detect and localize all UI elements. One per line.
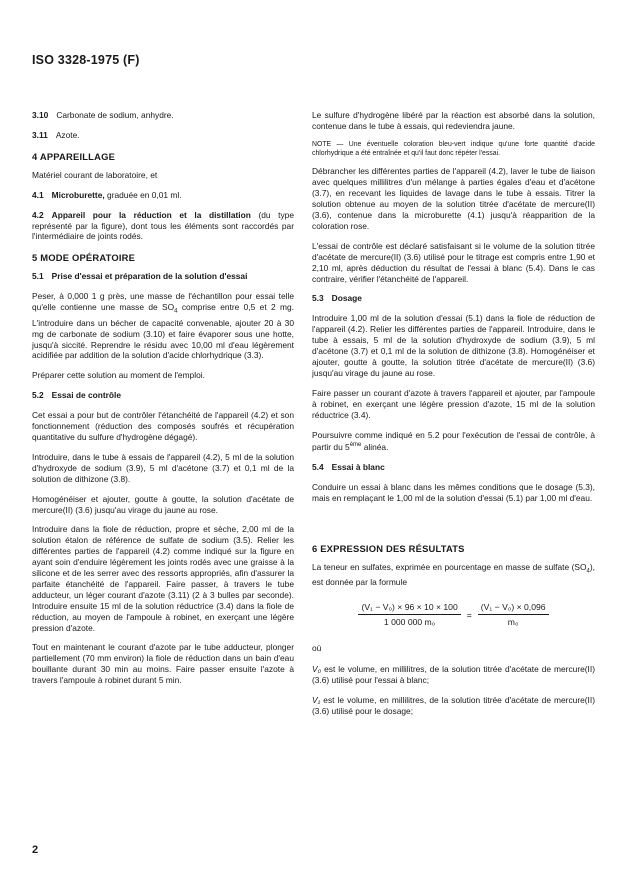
section-5-3-title	[312, 293, 595, 304]
paragraph-5-2-5: Tout en maintenant le courant d'azote par le tube adducteur, plonger partiellement (70 mm environ) la fiole de réduction dans un bain d'eau bouillante durant 30 min au moins. Faire passer ensuite l'azote à travers l'ampoule à robinet durant 5 min.	[32, 642, 294, 686]
section-text: graduée en 0,01 ml.	[104, 189, 182, 200]
section-number: 5.4	[312, 462, 324, 473]
appareillage-intro: Matériel courant de laboratoire, et	[32, 169, 158, 180]
section-number: 4.2	[32, 209, 44, 220]
paragraph-satisfaisant: L'essai de contrôle est déclaré satisfaisant si le volume de la solution titrée d'acétate de mercure(II) (3.6) utilisé pour le titrage est compris entre 1,90 et 2,10 ml, après déduction du résultat de l'essai à blanc (5.4). Dans le cas contraire, vérifier l'étanchéité de l'appareil.	[312, 240, 595, 284]
section-title: Microburette,	[51, 189, 105, 200]
section-4-1	[32, 190, 294, 201]
paragraph-5-1-2: Préparer cette solution au moment de l'emploi.	[32, 370, 205, 381]
paragraph-5-2-4: Introduire dans la fiole de réduction, propre et sèche, 2,00 ml de la solution étalon de référence de sulfate de sodium (3.5). Relier les différentes parties de l'appareil (4.2) comme indiqué sur la figure en ayant soin d'enduire légèrement les joints rodés avec une graisse à la silicone et de les serrer avec des ressorts appropriés, afin d'assurer la parfaite étanchéité de l'appareil. Faire passer, à travers le tube adducteur, un léger courant d'azote (3.11) (2 à 3 bulles par seconde). Introduire ensuite 15 ml de la solution réductrice (3.4) dans la fiole de réduction, au moyen de l'ampoule à robinet, en exerçant une légère pression d'azote.	[32, 524, 294, 633]
paragraph-5-1-1: Peser, à 0,000 1 g près, une masse de l'échantillon pour essai telle qu'elle contienne une masse de $SO_4$ comprise entre 0,5 et 2 mg. L'introduire dans un bécher de capacité convenable, ajouter 20 à 30 mg de carbonate de sodium (3.10) et faire évaporer sous une hotte, jusqu'à siccité. Reprendre le résidu avec 10,00 ml d'eau légèrement acidifiée par addition de la solution d'acide chlorhydrique (3.3).	[32, 291, 294, 361]
definition-v1: V₁ est le volume, en millilitres, de la solution titrée d'acétate de mercure(II) (3.6) utilisé pour le dosage;	[312, 695, 595, 716]
section-5-4-title	[312, 462, 595, 473]
formula-numerator: (V₁ − V₀) × 96 × 10 × 100	[358, 602, 460, 615]
symbol-v0: V₀	[312, 664, 322, 675]
section-title: Dosage	[331, 293, 362, 304]
paragraph-5-3-3: Poursuivre comme indiqué en 5.2 pour l'exécution de l'essai de contrôle, à partir du 5ème alinéa.	[312, 429, 595, 453]
heading-appareillage: 4 APPAREILLAGE	[32, 150, 116, 162]
section-number: 3.11	[32, 129, 48, 140]
section-number: 3.10	[32, 110, 49, 120]
ou-label: où	[312, 643, 322, 654]
document-header: ISO 3328-1975 (F)	[32, 53, 140, 67]
variable-definitions	[312, 664, 595, 717]
section-title: Prise d'essai et préparation de la solution d'essai	[51, 271, 248, 282]
formula-equals: =	[466, 609, 472, 620]
section-number: 5.1	[32, 271, 44, 282]
definition-v0: V₀ est le volume, en millilitres, de la solution titrée d'acétate de mercure(II) (3.6) utilisé pour l'essai à blanc;	[312, 664, 595, 686]
paragraph-5-2-1: Cet essai a pour but de contrôler l'étanchéité de l'appareil (4.2) et son fonctionnement (réduction des composés soufrés et récupération quantitative du sulfure d'hydrogène dégagé).	[32, 410, 294, 442]
formula-denominator: 1 000 000 m₀	[383, 617, 436, 628]
section-title: Essai à blanc	[331, 462, 385, 473]
paragraph-5-3-2: Faire passer un courant d'azote à travers l'appareil et ajouter, par l'ampoule à robinet, en exerçant une légère pression d'azote, 15 ml de la solution réductrice (3.4).	[312, 387, 595, 420]
formula-fraction-left	[358, 602, 460, 627]
section-3-10	[32, 110, 294, 121]
paragraph-5-2-3: Homogénéiser et ajouter, goutte à goutte, la solution d'acétate de mercure(II) (3.6) jusqu'au virage du jaune au rose.	[32, 493, 294, 515]
section-text: Azote.	[55, 129, 80, 140]
paragraph-5-2-2: Introduire, dans le tube à essais de l'appareil (4.2), 5 ml de la solution d'hydroxyde de sodium (3.9), 5 ml d'acétone (3.7) et 0,1 ml de la solution de dithizone (3.8).	[32, 451, 294, 484]
section-number: 4.1	[32, 189, 44, 200]
heading-mode-operatoire: 5 MODE OPÉRATOIRE	[32, 252, 136, 264]
formula-numerator: (V₁ − V₀) × 0,096	[478, 602, 549, 615]
section-5-2-title	[32, 390, 294, 401]
section-number: 5.2	[32, 390, 44, 401]
paragraph-6-1: La teneur en sulfates, exprimée en pourcentage en masse de sulfate $(SO_4)$, est donnée par la formule	[312, 561, 595, 588]
formula-fraction-right	[478, 602, 549, 627]
note: NOTE — Une éventuelle coloration bleu-vert indique qu'une forte quantité d'acide chlorhydrique a été entraînée et qu'il faut donc répéter l'essai.	[312, 140, 595, 157]
paragraph-debrancher: Débrancher les différentes parties de l'appareil (4.2), laver le tube de liaison avec quelques millilitres d'un mélange à parties égales d'eau et d'acétone (3.7), en recevant les liquides de lavage dans le tube à essais. Titrer la solution obtenue au moyen de la solution titrée d'acétate de mercure(II) (3.6), contenue dans la microburette (4.1) jusqu'à réapparition de la coloration rose.	[312, 166, 595, 231]
section-title: Appareil pour la réduction et la distillation	[51, 209, 251, 220]
section-text: (du type représenté par la figure), dont tous les éléments sont raccordés par l'intermédiaire de joints rodés.	[32, 209, 294, 242]
section-3-11	[32, 130, 294, 141]
section-title: Essai de contrôle	[51, 390, 122, 401]
formula-denominator: m₀	[507, 617, 519, 628]
section-text: Carbonate de sodium, anhydre.	[56, 110, 174, 120]
sulfate-formula	[312, 602, 595, 627]
section-number: 5.3	[312, 293, 324, 304]
section-5-1-title	[32, 271, 294, 282]
symbol-v1: V₁	[312, 695, 321, 706]
section-4-2	[32, 210, 294, 243]
paragraph-5-4-1: Conduire un essai à blanc dans les mêmes conditions que le dosage (5.3), mais en remplaçant le 1,00 ml de la solution d'essai (5.1) par 1,00 ml d'eau.	[312, 482, 595, 503]
paragraph-5-3-1: Introduire 1,00 ml de la solution d'essai (5.1) dans la fiole de réduction de l'appareil (4.2). Relier les différentes parties de l'appareil. Introduire, dans le tube à essais, 5 ml de la solution d'hydroxyde de sodium (3.9), 5 ml d'acétone (3.7) et 0,1 ml de la solution de dithizone (3.8). Homogénéiser et ajouter, goutte à goutte, la solution titrée d'acétate de mercure(II) (3.6) jusqu'au virage du jaune au rose.	[312, 313, 595, 378]
heading-expression-resultats: 6 EXPRESSION DES RÉSULTATS	[312, 542, 465, 554]
right-column	[312, 110, 595, 726]
page-number: 2	[32, 844, 39, 856]
left-column	[32, 110, 294, 695]
paragraph-absorption: Le sulfure d'hydrogène libéré par la réaction est absorbé dans la solution, contenue dans le tube à essais, qui redeviendra jaune.	[312, 110, 595, 131]
